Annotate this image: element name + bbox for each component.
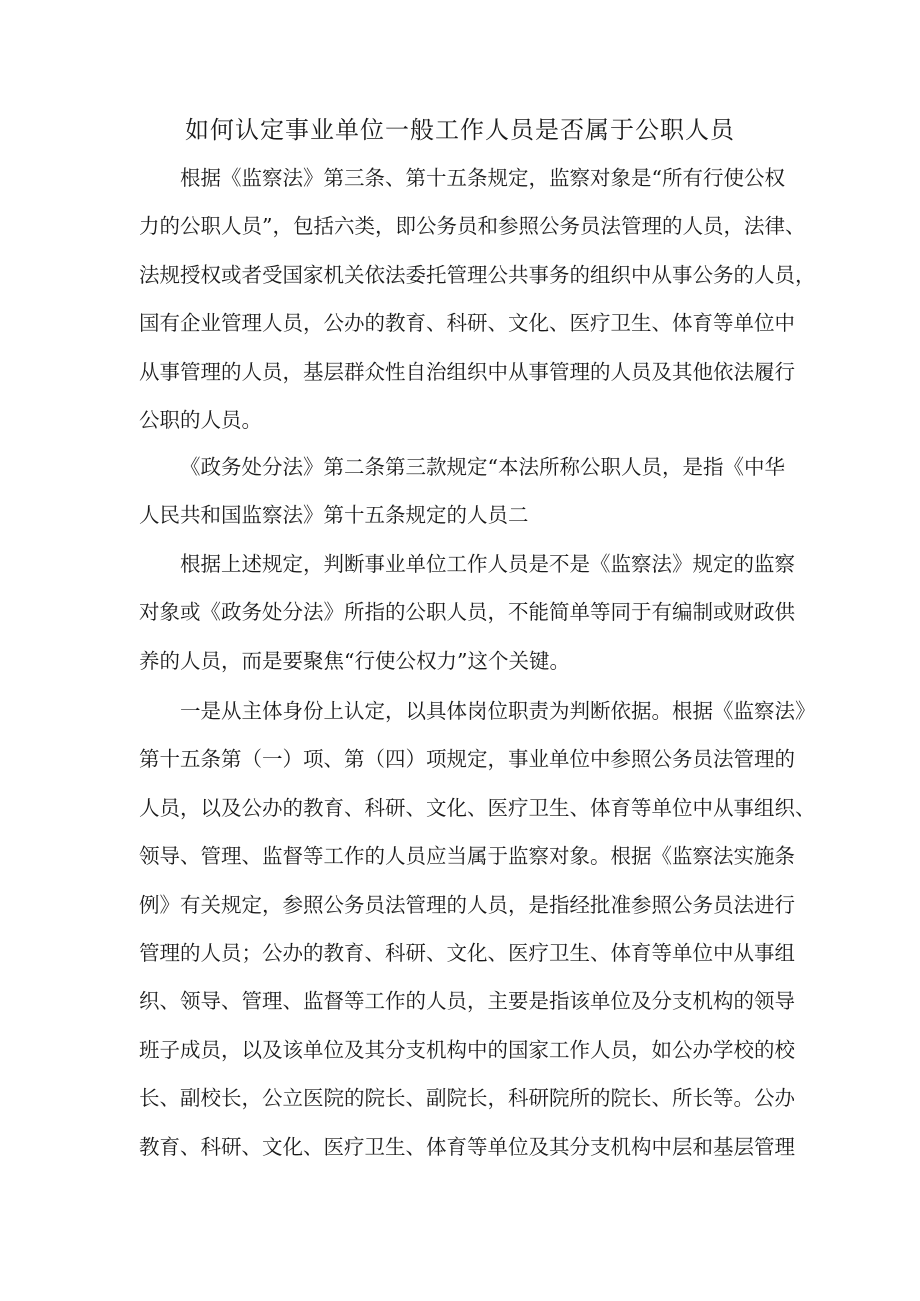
paragraph-line: 人民共和国监察法》第十五条规定的人员二 — [139, 503, 529, 528]
paragraph-line: 根据上述规定，判断事业单位工作人员是不是《监察法》规定的监察 — [180, 552, 795, 576]
paragraph-line: 公职的人员。 — [139, 408, 262, 433]
paragraph-3 — [139, 540, 799, 685]
paragraph-line: 法规授权或者受国家机关依法委托管理公共事务的组织中从事公务的人员， — [139, 262, 816, 287]
paragraph-line: 长、副校长，公立医院的院长、副院长，科研院所的院长、所长等。公办 — [139, 1086, 795, 1111]
paragraph-2 — [139, 443, 799, 540]
paragraph-line: 从事管理的人员，基层群众性自治组织中从事管理的人员及其他依法履行 — [139, 359, 795, 384]
paragraph-line: 对象或《政务处分法》所指的公职人员，不能简单等同于有编制或财政供 — [139, 600, 795, 625]
paragraph-line: 织、领导、管理、监督等工作的人员，主要是指该单位及分支机构的领导 — [139, 989, 795, 1014]
paragraph-line: 人员，以及公办的教育、科研、文化、医疗卫生、体育等单位中从事组织、 — [139, 795, 816, 820]
paragraph-line: 一是从主体身份上认定，以具体岗位职责为判断依据。根据《监察法》 — [180, 699, 816, 723]
paragraph-line: 根据《监察法》第三条、第十五条规定，监察对象是“所有行使公权 — [180, 166, 785, 190]
paragraph-line: 班子成员，以及该单位及其分支机构中的国家工作人员，如公办学校的校 — [139, 1037, 795, 1062]
paragraph-line: 力的公职人员”，包括六类，即公务员和参照公务员法管理的人员，法律、 — [139, 214, 806, 239]
paragraph-line: 教育、科研、文化、医疗卫生、体育等单位及其分支机构中层和基层管理 — [139, 1134, 795, 1159]
paragraph-1 — [139, 154, 816, 444]
paragraph-4 — [139, 687, 816, 1171]
paragraph-line: 领导、管理、监督等工作的人员应当属于监察对象。根据《监察法实施条 — [139, 844, 795, 869]
paragraph-line: 第十五条第（一）项、第（四）项规定，事业单位中参照公务员法管理的 — [139, 747, 795, 772]
paragraph-line: 《政务处分法》第二条第三款规定“本法所称公职人员，是指《中华 — [180, 455, 785, 479]
paragraph-line: 例》有关规定，参照公务员法管理的人员，是指经批准参照公务员法进行 — [139, 892, 795, 917]
document-title: 如何认定事业单位一般工作人员是否属于公职人员 — [185, 116, 735, 144]
paragraph-line: 养的人员，而是要聚焦“行使公权力”这个关键。 — [139, 648, 570, 673]
paragraph-line: 管理的人员；公办的教育、科研、文化、医疗卫生、体育等单位中从事组 — [139, 941, 795, 966]
paragraph-line: 国有企业管理人员，公办的教育、科研、文化、医疗卫生、体育等单位中 — [139, 311, 795, 336]
